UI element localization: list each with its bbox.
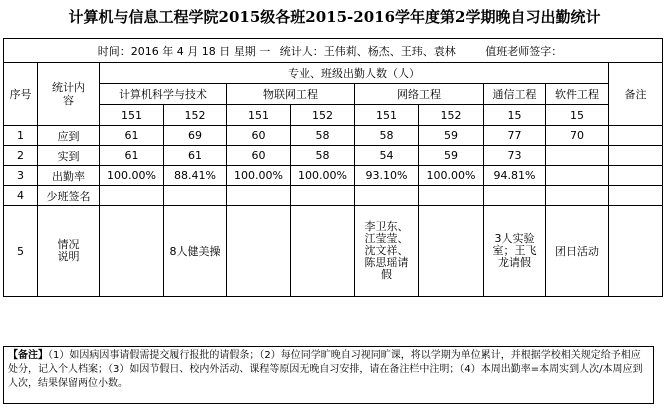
value-cell: 93.10%: [355, 166, 419, 186]
major-iot: 物联网工程: [227, 84, 355, 105]
value-cell: 54: [355, 146, 419, 166]
row-seq: 1: [4, 126, 38, 146]
header-stat-item: 统计内容: [38, 63, 100, 126]
stats-label: 统计人：王伟莉、杨杰、王玮、袁林: [279, 44, 456, 58]
class-cell: 15: [484, 105, 546, 126]
value-cell: [227, 186, 291, 206]
value-cell: [100, 186, 164, 206]
situation-row: [4, 206, 663, 297]
class-cell: 15: [546, 105, 609, 126]
major-network: 网络工程: [355, 84, 484, 105]
major-cs: 计算机科学与技术: [100, 84, 227, 105]
value-cell: [546, 186, 609, 206]
value-cell: 60: [227, 126, 291, 146]
class-cell: 151: [100, 105, 164, 126]
value-cell: [546, 146, 609, 166]
table-row: [4, 146, 663, 166]
situation-cell: [419, 206, 484, 297]
value-cell: 70: [546, 126, 609, 146]
value-cell: 69: [164, 126, 227, 146]
major-comm: 通信工程: [484, 84, 546, 105]
situation-cell: [100, 206, 164, 297]
teacher-label: 值班老师签字：: [485, 44, 563, 58]
header-row-group: [4, 63, 663, 84]
value-cell: 58: [291, 126, 355, 146]
row-seq: 2: [4, 146, 38, 166]
header-group: 专业、班级出勤人数（人）: [100, 63, 609, 84]
row-label: 应到: [38, 126, 100, 146]
value-cell: 100.00%: [227, 166, 291, 186]
row-label: 出勤率: [38, 166, 100, 186]
time-label: 时间：2016 年 4 月 18 日 星期 一: [97, 44, 271, 58]
situation-cell: [227, 206, 291, 297]
row-label: 少班签名: [38, 186, 100, 206]
class-cell: 152: [164, 105, 227, 126]
value-cell: 88.41%: [164, 166, 227, 186]
value-cell: 61: [100, 126, 164, 146]
situation-cell: 李卫东、江莹莹、沈文祥、陈思瑶请假: [355, 206, 419, 297]
class-cell: 151: [227, 105, 291, 126]
header-seq: 序号: [4, 63, 38, 126]
header-row-majors: [4, 84, 663, 105]
row-seq: 4: [4, 186, 38, 206]
value-cell: 94.81%: [484, 166, 546, 186]
header-remarks: 备注: [609, 63, 663, 126]
row-seq: 5: [4, 206, 38, 297]
meta-cell: [4, 39, 663, 63]
value-cell: [355, 186, 419, 206]
table-row: [4, 126, 663, 146]
value-cell: 60: [227, 146, 291, 166]
remark-cell: [609, 146, 663, 166]
value-cell: 58: [355, 126, 419, 146]
table-row: [4, 166, 663, 186]
value-cell: 61: [100, 146, 164, 166]
class-cell: 152: [419, 105, 484, 126]
header-row-classes: [4, 105, 663, 126]
remark-cell: [609, 126, 663, 146]
document-title: 计算机与信息工程学院2015级各班2015-2016学年度第2学期晚自习出勤统计: [68, 8, 601, 26]
value-cell: [164, 186, 227, 206]
remark-cell: [609, 206, 663, 297]
class-cell: 151: [355, 105, 419, 126]
value-cell: [291, 186, 355, 206]
table-row: [4, 186, 663, 206]
situation-cell: 8人健美操: [164, 206, 227, 297]
situation-cell: [291, 206, 355, 297]
row-label: 实到: [38, 146, 100, 166]
class-cell: 152: [291, 105, 355, 126]
row-seq: 3: [4, 166, 38, 186]
value-cell: 59: [419, 146, 484, 166]
remark-cell: [609, 186, 663, 206]
value-cell: [419, 186, 484, 206]
situation-cell: 团日活动: [546, 206, 609, 297]
value-cell: 100.00%: [291, 166, 355, 186]
notes-section: [3, 346, 654, 404]
value-cell: [484, 186, 546, 206]
value-cell: 77: [484, 126, 546, 146]
meta-row: [4, 39, 663, 63]
value-cell: [546, 166, 609, 186]
row-label: 情况说明: [38, 206, 100, 297]
value-cell: 100.00%: [100, 166, 164, 186]
notes-text: （1）如因病因事请假需提交履行报批的请假条；（2）每位同学旷晚自习视同旷课，将以学期为单位累计，并根据学校相关规定给予相应处分，记入个人档案；（3）如因节假日、校内外活动、课程等原因无晚自习安排，请在备注栏中注明；（4）本周出勤率=本周实到人次/本周应到人次，结果保留两位小数。: [8, 350, 643, 389]
attendance-table: [3, 38, 663, 297]
situation-cell: 3人实验室；王飞龙请假: [484, 206, 546, 297]
value-cell: 73: [484, 146, 546, 166]
value-cell: 61: [164, 146, 227, 166]
value-cell: 58: [291, 146, 355, 166]
major-software: 软件工程: [546, 84, 609, 105]
value-cell: 100.00%: [419, 166, 484, 186]
value-cell: 59: [419, 126, 484, 146]
remark-cell: [609, 166, 663, 186]
notes-prefix: 【备注】: [8, 350, 48, 361]
